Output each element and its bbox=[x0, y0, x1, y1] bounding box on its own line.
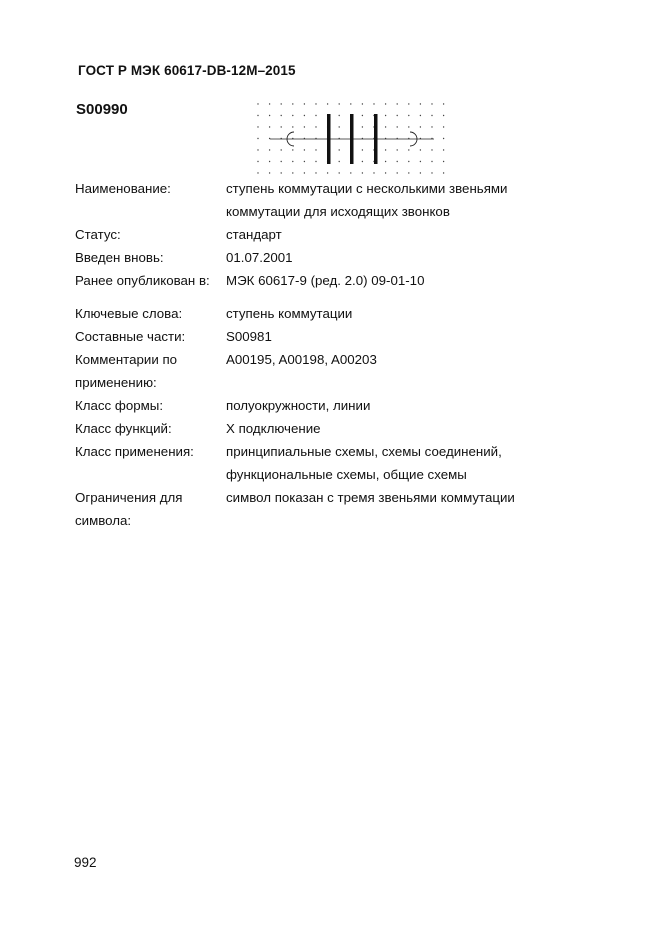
field-name-label: Наименование: bbox=[75, 181, 171, 196]
field-function-class-label: Класс функций: bbox=[75, 421, 172, 436]
field-parts-label: Составные части: bbox=[75, 329, 186, 344]
field-comments-label-line1: Комментарии по bbox=[75, 352, 178, 367]
field-restrictions-label-line2: символа: bbox=[75, 513, 132, 528]
field-introduced-label: Введен вновь: bbox=[75, 250, 164, 265]
field-application-class-label: Класс применения: bbox=[75, 444, 194, 459]
field-status-value: стандарт bbox=[226, 227, 282, 242]
field-shape-class-value: полуокружности, линии bbox=[226, 398, 371, 413]
field-comments-label-line2: применению: bbox=[75, 375, 157, 390]
field-restrictions-value: символ показан с тремя звеньями коммутации bbox=[226, 490, 515, 505]
field-status-label: Статус: bbox=[75, 227, 121, 242]
switching-link-1 bbox=[327, 114, 331, 164]
switching-link-3 bbox=[374, 114, 378, 164]
field-restrictions-label-line1: Ограничения для bbox=[75, 490, 183, 505]
field-function-class-value: X подключение bbox=[226, 421, 321, 436]
field-published-value: МЭК 60617-9 (ред. 2.0) 09-01-10 bbox=[226, 273, 425, 288]
field-application-class-value-line2: функциональные схемы, общие схемы bbox=[226, 467, 467, 482]
field-application-class-value-line1: принципиальные схемы, схемы соединений, bbox=[226, 444, 502, 459]
document-header: ГОСТ Р МЭК 60617-DB-12M–2015 bbox=[78, 63, 296, 78]
field-parts-value: S00981 bbox=[226, 329, 272, 344]
field-shape-class-label: Класс формы: bbox=[75, 398, 164, 413]
page-number: 992 bbox=[74, 855, 97, 870]
switching-link-2 bbox=[350, 114, 354, 164]
field-published-label: Ранее опубликован в: bbox=[75, 273, 210, 288]
field-name-value-line2: коммутации для исходящих звонков bbox=[226, 204, 450, 219]
field-comments-value: A00195, A00198, A00203 bbox=[226, 352, 377, 367]
symbol-figure bbox=[254, 100, 450, 178]
field-introduced-value: 01.07.2001 bbox=[226, 250, 293, 265]
field-name-value-line1: ступень коммутации с несколькими звеньями bbox=[226, 181, 508, 196]
field-keywords-label: Ключевые слова: bbox=[75, 306, 183, 321]
symbol-code: S00990 bbox=[76, 101, 128, 118]
field-keywords-value: ступень коммутации bbox=[226, 306, 353, 321]
